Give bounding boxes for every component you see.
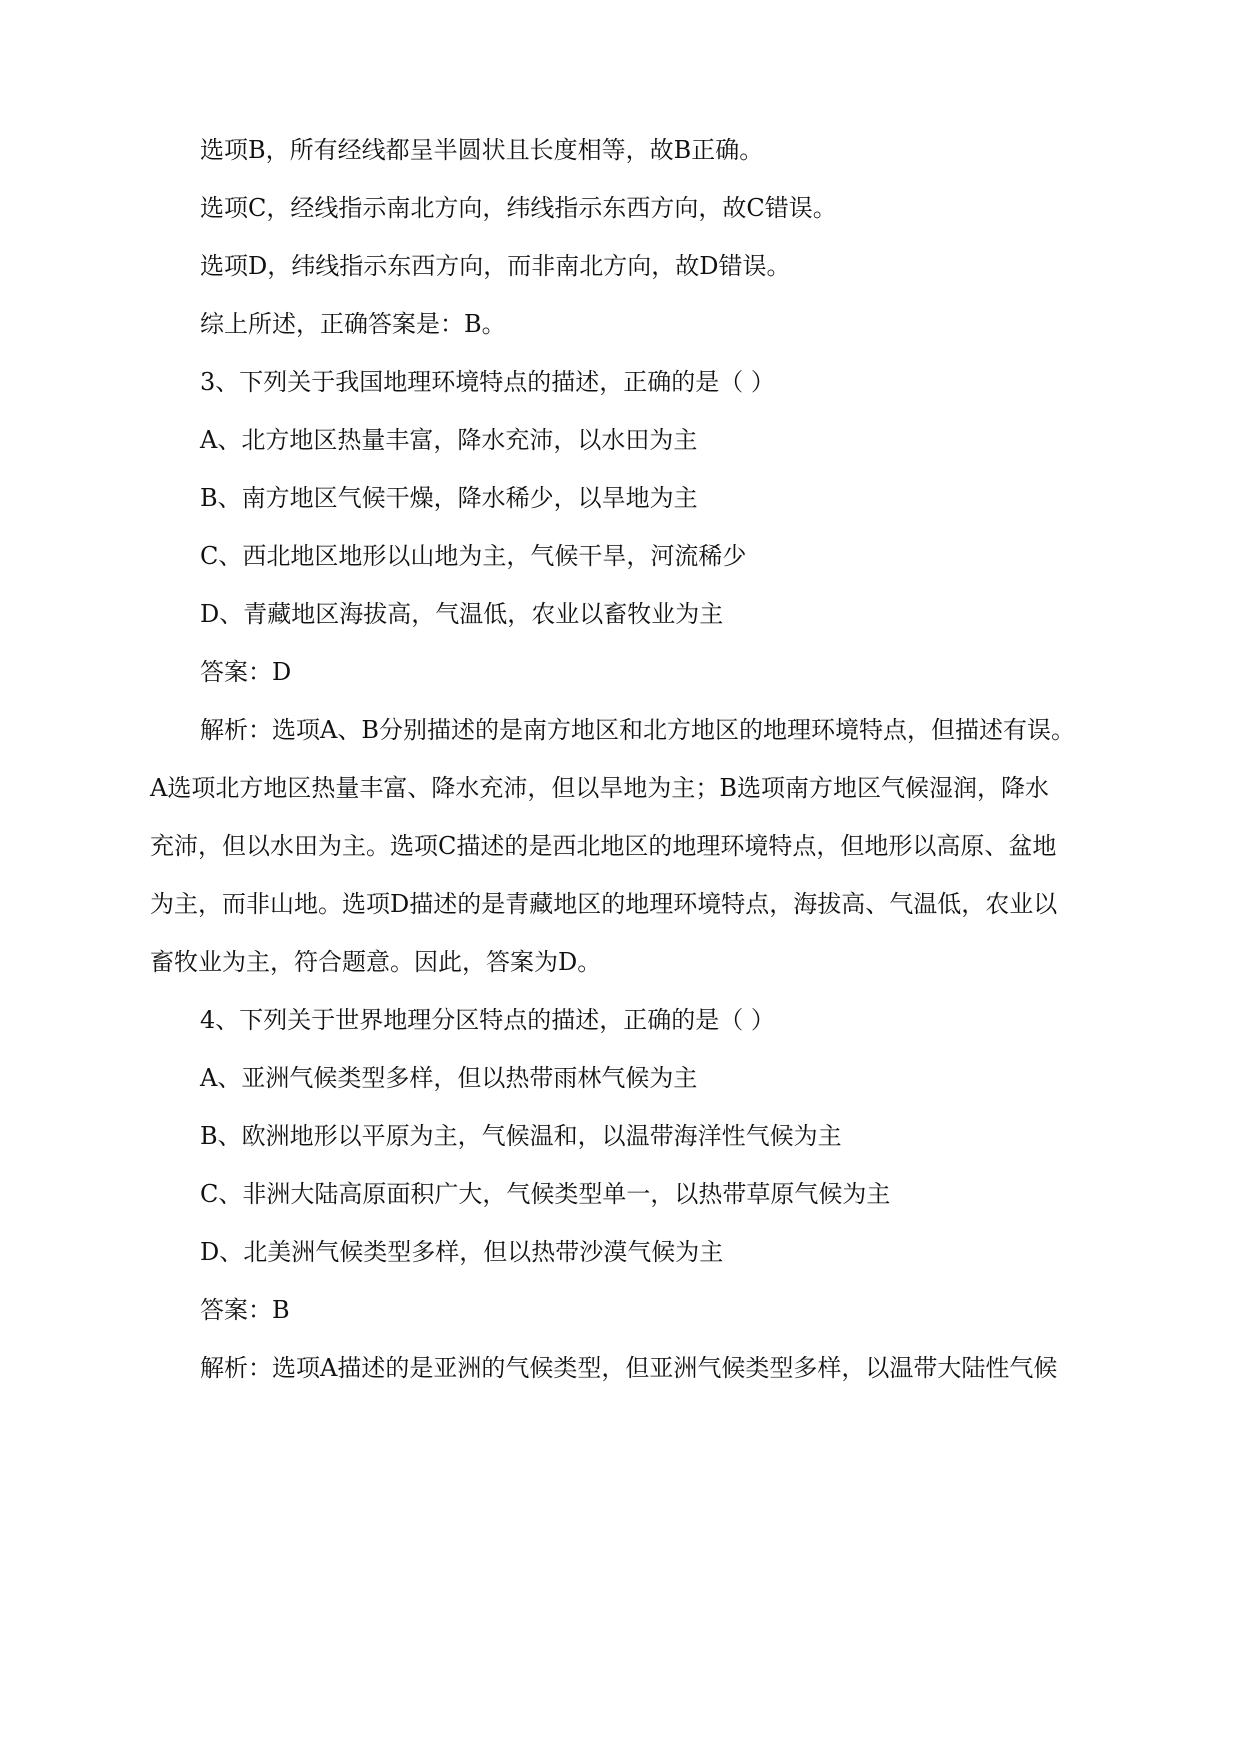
question-3-option-a: A、北方地区热量丰富，降水充沛，以水田为主	[200, 426, 698, 454]
paragraph-option-b-explanation: 选项B，所有经线都呈半圆状且长度相等，故B正确。	[200, 136, 764, 164]
question-3-analysis-line: 充沛，但以水田为主。选项C描述的是西北地区的地理环境特点，但地形以高原、盆地	[150, 832, 1057, 860]
question-3-analysis-line: A选项北方地区热量丰富、降水充沛，但以旱地为主；B选项南方地区气候湿润，降水	[150, 774, 1049, 802]
question-4-option-c: C、非洲大陆高原面积广大，气候类型单一，以热带草原气候为主	[200, 1180, 891, 1208]
question-3-answer: 答案：D	[200, 658, 292, 686]
paragraph-option-d-explanation: 选项D，纬线指示东西方向，而非南北方向，故D错误。	[200, 252, 791, 280]
question-3-option-b: B、南方地区气候干燥，降水稀少，以旱地为主	[200, 484, 698, 512]
question-4-option-a: A、亚洲气候类型多样，但以热带雨林气候为主	[200, 1064, 698, 1092]
question-3-option-c: C、西北地区地形以山地为主，气候干旱，河流稀少	[200, 542, 747, 570]
question-3-option-d: D、青藏地区海拔高，气温低，农业以畜牧业为主	[200, 600, 724, 628]
question-4-analysis-line: 解析：选项A描述的是亚洲的气候类型，但亚洲气候类型多样，以温带大陆性气候	[200, 1354, 1058, 1382]
question-3-analysis-line: 解析：选项A、B分别描述的是南方地区和北方地区的地理环境特点，但描述有误。	[200, 716, 1075, 744]
question-4-answer: 答案：B	[200, 1296, 290, 1324]
question-3-analysis-line: 为主，而非山地。选项D描述的是青藏地区的地理环境特点，海拔高、气温低，农业以	[150, 890, 1058, 918]
question-3-stem: 3、下列关于我国地理环境特点的描述，正确的是（ ）	[200, 368, 775, 396]
paragraph-option-c-explanation: 选项C，经线指示南北方向，纬线指示东西方向，故C错误。	[200, 194, 837, 222]
question-4-stem: 4、下列关于世界地理分区特点的描述，正确的是（ ）	[200, 1006, 775, 1034]
question-4-option-d: D、北美洲气候类型多样，但以热带沙漠气候为主	[200, 1238, 724, 1266]
question-4-option-b: B、欧洲地形以平原为主，气候温和，以温带海洋性气候为主	[200, 1122, 842, 1150]
question-3-analysis-line: 畜牧业为主，符合题意。因此，答案为D。	[150, 948, 602, 976]
paragraph-summary: 综上所述，正确答案是：B。	[200, 310, 506, 338]
